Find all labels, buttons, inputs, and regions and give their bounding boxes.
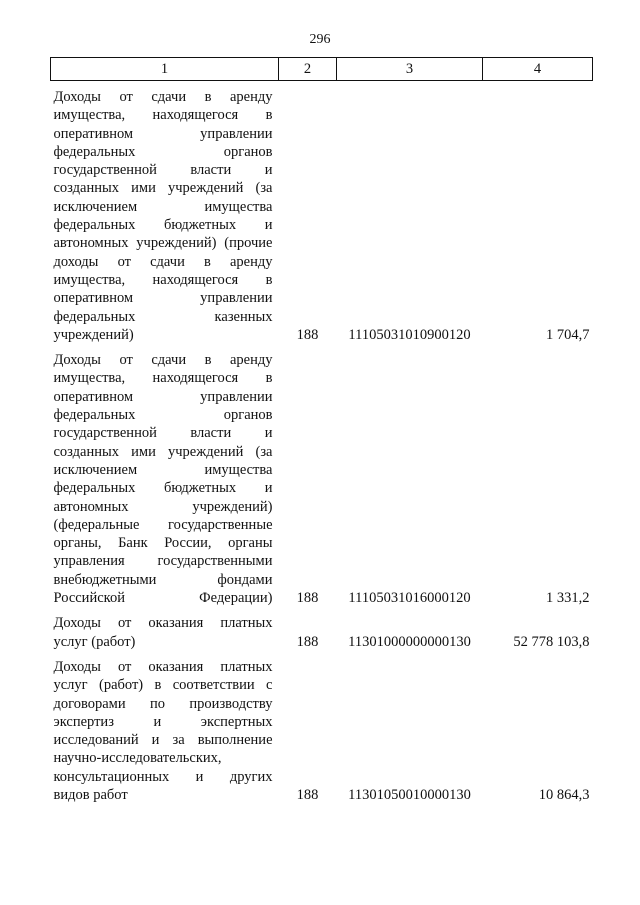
description-line: оперативном управлении: [53, 290, 273, 307]
budget-classification-code: 11301000000000130: [348, 633, 471, 650]
admin-code: 188: [296, 590, 319, 607]
budget-revenue-table: [50, 57, 593, 804]
description-line: консультационных и других: [53, 768, 273, 785]
table-row: [51, 651, 593, 804]
description-line: федеральных органов: [53, 407, 273, 424]
budget-classification-code: 11105031010900120: [348, 326, 471, 343]
description-line: созданных ими учреждений (за: [53, 180, 273, 197]
description-line: Доходы от оказания платных: [53, 615, 273, 632]
description-line: исследований и за выполнение: [53, 732, 273, 749]
description-line: доходы от сдачи в аренду: [53, 253, 273, 270]
description-line: управления государственными: [53, 553, 273, 570]
description-line: внебюджетными фондами: [53, 571, 273, 588]
description-line: оперативном управлении: [53, 125, 273, 142]
revenue-description: [51, 607, 279, 651]
description-line: учреждений): [53, 326, 134, 343]
revenue-description: [51, 81, 279, 345]
column-header-2: 2: [279, 58, 337, 81]
amount: 1 331,2: [546, 590, 590, 607]
description-line: договорами по производству: [53, 695, 273, 712]
column-header-4: 4: [483, 58, 593, 81]
description-line: Российской Федерации): [53, 590, 273, 607]
description-line: имущества, находящегося в: [53, 370, 273, 387]
description-line: государственной власти и: [53, 162, 273, 179]
table-row: [51, 607, 593, 651]
budget-classification-code: 11105031016000120: [348, 590, 471, 607]
description-line: Доходы от сдачи в аренду: [53, 89, 273, 105]
admin-code: 188: [296, 786, 319, 803]
description-line: автономных учреждений): [53, 498, 273, 515]
admin-code: 188: [296, 633, 319, 650]
description-line: экспертиз и экспертных: [53, 713, 273, 730]
page-number: 296: [309, 32, 331, 47]
description-line: органы, Банк России, органы: [53, 535, 273, 552]
description-line: (федеральные государственные: [53, 516, 273, 533]
admin-code: 188: [296, 326, 319, 343]
description-line: Доходы от оказания платных: [53, 658, 273, 675]
column-header-1: 1: [51, 58, 279, 81]
table-row: [51, 344, 593, 607]
description-line: научно-исследовательских,: [53, 750, 222, 767]
description-line: государственной власти и: [53, 425, 273, 442]
description-line: исключением имущества: [53, 198, 273, 215]
revenue-description: [51, 651, 279, 804]
amount: 10 864,3: [538, 786, 590, 803]
budget-classification-code: 11301050010000130: [348, 786, 471, 803]
description-line: федеральных бюджетных и: [53, 480, 273, 497]
description-line: имущества, находящегося в: [53, 271, 273, 288]
table-row: [51, 81, 593, 345]
description-line: исключением имущества: [53, 461, 273, 478]
description-line: имущества, находящегося в: [53, 107, 273, 124]
description-line: автономных учреждений) (прочие: [53, 235, 273, 252]
description-line: созданных ими учреждений (за: [53, 443, 273, 460]
amount: 1 704,7: [546, 326, 590, 343]
description-line: федеральных казенных: [53, 308, 273, 325]
description-line: федеральных бюджетных и: [53, 217, 273, 234]
description-line: видов работ: [53, 786, 128, 803]
amount: 52 778 103,8: [513, 633, 590, 650]
table-header-row: [51, 58, 593, 81]
description-line: Доходы от сдачи в аренду: [53, 352, 273, 369]
revenue-description: [51, 344, 279, 607]
description-line: федеральных органов: [53, 143, 273, 160]
description-line: оперативном управлении: [53, 388, 273, 405]
description-line: услуг (работ): [53, 633, 136, 650]
column-header-3: 3: [337, 58, 483, 81]
description-line: услуг (работ) в соответствии с: [53, 677, 273, 694]
